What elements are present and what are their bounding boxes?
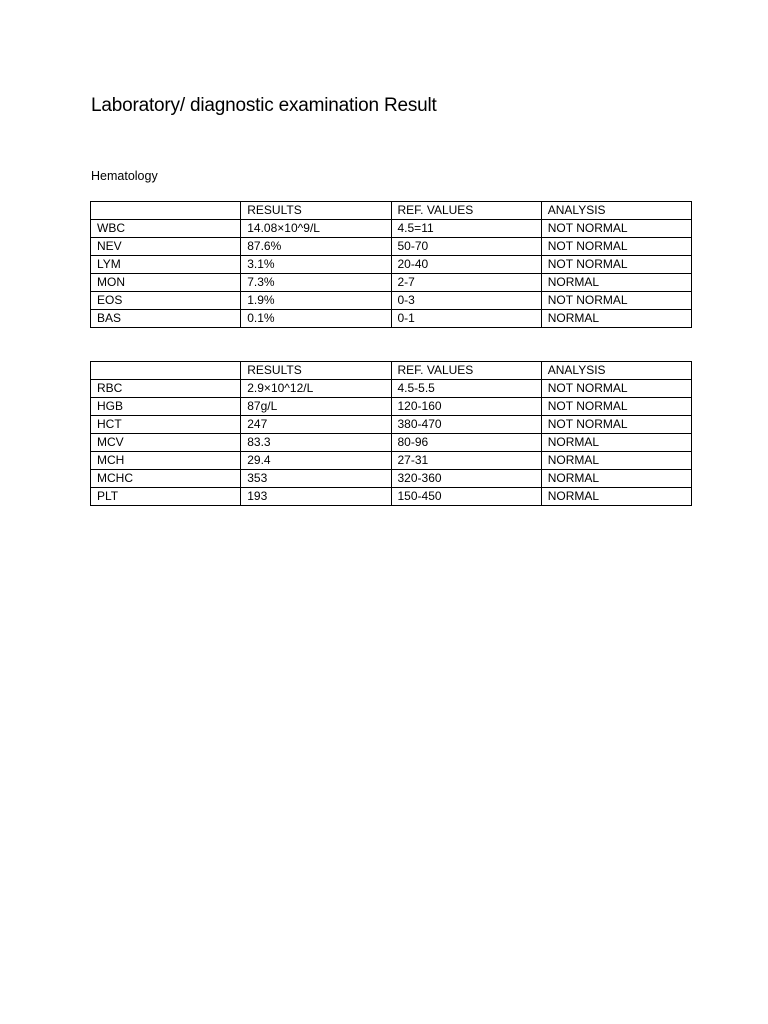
table-row	[91, 398, 692, 416]
analysis-cell: NORMAL	[541, 434, 691, 452]
analysis-cell: NOT NORMAL	[541, 380, 691, 398]
result-cell: 3.1%	[241, 256, 391, 274]
table-row	[91, 380, 692, 398]
analysis-cell: NOT NORMAL	[541, 416, 691, 434]
ref-value-cell: 4.5-5.5	[391, 380, 541, 398]
analysis-cell: NOT NORMAL	[541, 292, 691, 310]
test-name-cell: MCH	[91, 452, 241, 470]
header-blank-cell	[91, 362, 241, 380]
ref-value-cell: 50-70	[391, 238, 541, 256]
table-header-row	[91, 202, 692, 220]
table-row	[91, 292, 692, 310]
result-cell: 87g/L	[241, 398, 391, 416]
table-header-row	[91, 362, 692, 380]
result-cell: 0.1%	[241, 310, 391, 328]
ref-value-cell: 4.5=11	[391, 220, 541, 238]
test-name-cell: HCT	[91, 416, 241, 434]
table-row	[91, 416, 692, 434]
test-name-cell: PLT	[91, 488, 241, 506]
header-analysis: ANALYSIS	[541, 362, 691, 380]
result-cell: 87.6%	[241, 238, 391, 256]
ref-value-cell: 120-160	[391, 398, 541, 416]
ref-value-cell: 150-450	[391, 488, 541, 506]
section-heading-hematology: Hematology	[91, 169, 158, 183]
table-row	[91, 256, 692, 274]
result-cell: 193	[241, 488, 391, 506]
analysis-cell: NOT NORMAL	[541, 238, 691, 256]
ref-value-cell: 320-360	[391, 470, 541, 488]
analysis-cell: NORMAL	[541, 310, 691, 328]
hematology-table-rbc	[90, 361, 692, 506]
analysis-cell: NORMAL	[541, 452, 691, 470]
table-row	[91, 220, 692, 238]
test-name-cell: MON	[91, 274, 241, 292]
test-name-cell: EOS	[91, 292, 241, 310]
table-row	[91, 310, 692, 328]
ref-value-cell: 2-7	[391, 274, 541, 292]
ref-value-cell: 80-96	[391, 434, 541, 452]
table-row	[91, 488, 692, 506]
ref-value-cell: 0-1	[391, 310, 541, 328]
table-row	[91, 434, 692, 452]
test-name-cell: BAS	[91, 310, 241, 328]
result-cell: 7.3%	[241, 274, 391, 292]
header-analysis: ANALYSIS	[541, 202, 691, 220]
header-ref-values: REF. VALUES	[391, 362, 541, 380]
header-blank-cell	[91, 202, 241, 220]
result-cell: 29.4	[241, 452, 391, 470]
test-name-cell: MCV	[91, 434, 241, 452]
test-name-cell: HGB	[91, 398, 241, 416]
analysis-cell: NOT NORMAL	[541, 256, 691, 274]
hematology-table-wbc	[90, 201, 692, 328]
header-results: RESULTS	[241, 362, 391, 380]
analysis-cell: NORMAL	[541, 488, 691, 506]
test-name-cell: MCHC	[91, 470, 241, 488]
test-name-cell: WBC	[91, 220, 241, 238]
result-cell: 83.3	[241, 434, 391, 452]
ref-value-cell: 20-40	[391, 256, 541, 274]
result-cell: 247	[241, 416, 391, 434]
result-cell: 353	[241, 470, 391, 488]
result-cell: 1.9%	[241, 292, 391, 310]
table-row	[91, 274, 692, 292]
header-ref-values: REF. VALUES	[391, 202, 541, 220]
analysis-cell: NORMAL	[541, 470, 691, 488]
result-cell: 2.9×10^12/L	[241, 380, 391, 398]
analysis-cell: NORMAL	[541, 274, 691, 292]
table-row	[91, 452, 692, 470]
table-row	[91, 238, 692, 256]
ref-value-cell: 380-470	[391, 416, 541, 434]
ref-value-cell: 0-3	[391, 292, 541, 310]
result-cell: 14.08×10^9/L	[241, 220, 391, 238]
table-row	[91, 470, 692, 488]
ref-value-cell: 27-31	[391, 452, 541, 470]
header-results: RESULTS	[241, 202, 391, 220]
test-name-cell: RBC	[91, 380, 241, 398]
page-title: Laboratory/ diagnostic examination Result	[91, 95, 437, 116]
analysis-cell: NOT NORMAL	[541, 220, 691, 238]
analysis-cell: NOT NORMAL	[541, 398, 691, 416]
test-name-cell: NEV	[91, 238, 241, 256]
test-name-cell: LYM	[91, 256, 241, 274]
